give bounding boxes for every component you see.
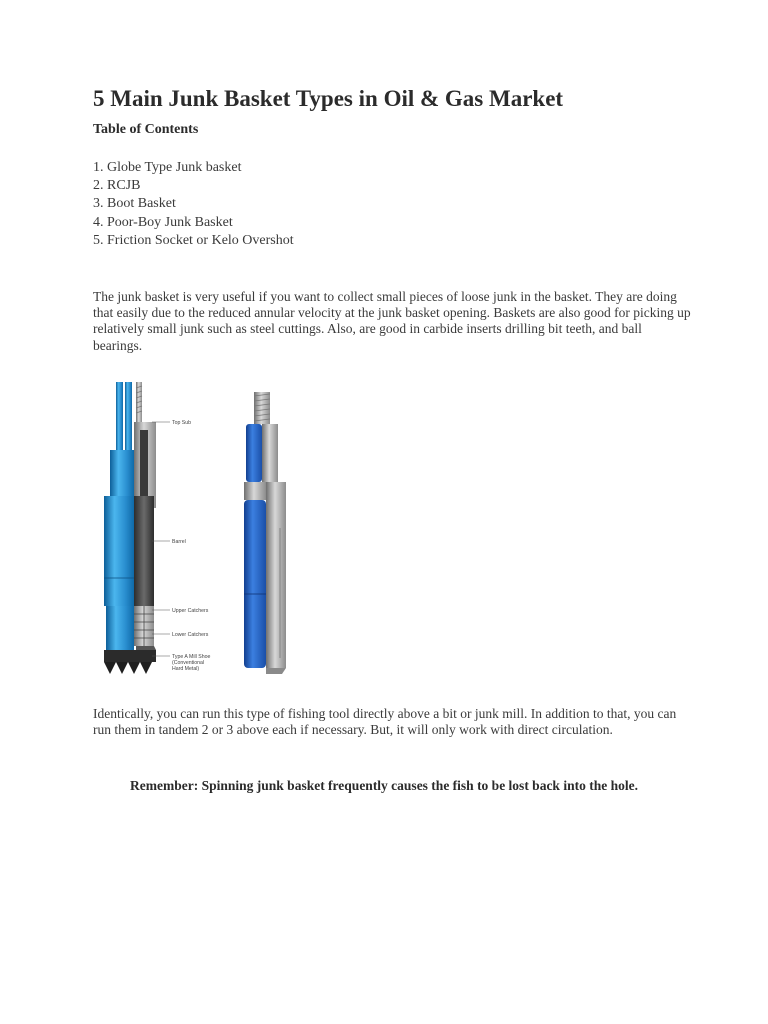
external-tool [244, 392, 286, 674]
cutaway-tool [104, 382, 210, 674]
page-title: 5 Main Junk Basket Types in Oil & Gas Market [93, 86, 564, 111]
label-barrel: Barrel [172, 539, 186, 545]
toc-heading: Table of Contents [93, 122, 199, 137]
usage-paragraph: Identically, you can run this type of fishing tool directly above a bit or junk mill. In addition to that, you can run them in tandem 2 or 3 above each if necessary. But, it will only work with direct circulation. [93, 706, 677, 738]
label-top-sub: Top Sub [172, 420, 192, 426]
toc-item[interactable]: 2. RCJB [93, 178, 141, 194]
toc-item[interactable]: 4. Poor-Boy Junk Basket [93, 214, 233, 230]
table-of-contents [93, 159, 294, 250]
toc-item[interactable]: 3. Boot Basket [93, 196, 176, 212]
label-mill-shoe-line3: Hard Metal) [172, 666, 200, 672]
toc-item[interactable]: 5. Friction Socket or Kelo Overshot [93, 232, 294, 248]
toc-item[interactable]: 1. Globe Type Junk basket [93, 160, 242, 175]
label-mill-shoe: Type A Mill Shoe [172, 654, 211, 660]
intro-paragraph: The junk basket is very useful if you want to collect small pieces of loose junk in the basket. They are doing that easily due to the reduced annular velocity at the junk basket opening. Baskets are also good for picking up relatively small junk such as steel cuttings. Also, are good in carbide inserts drilling bit teeth, and ball bearings. [93, 289, 691, 353]
label-mill-shoe-line2: (Conventional [172, 660, 205, 666]
junk-basket-illustration [96, 378, 286, 680]
label-lower-catchers: Lower Catchers [172, 632, 209, 638]
remember-note: Remember: Spinning junk basket frequently causes the fish to be lost back into the hole. [130, 778, 638, 793]
label-upper-catchers: Upper Catchers [172, 608, 209, 614]
